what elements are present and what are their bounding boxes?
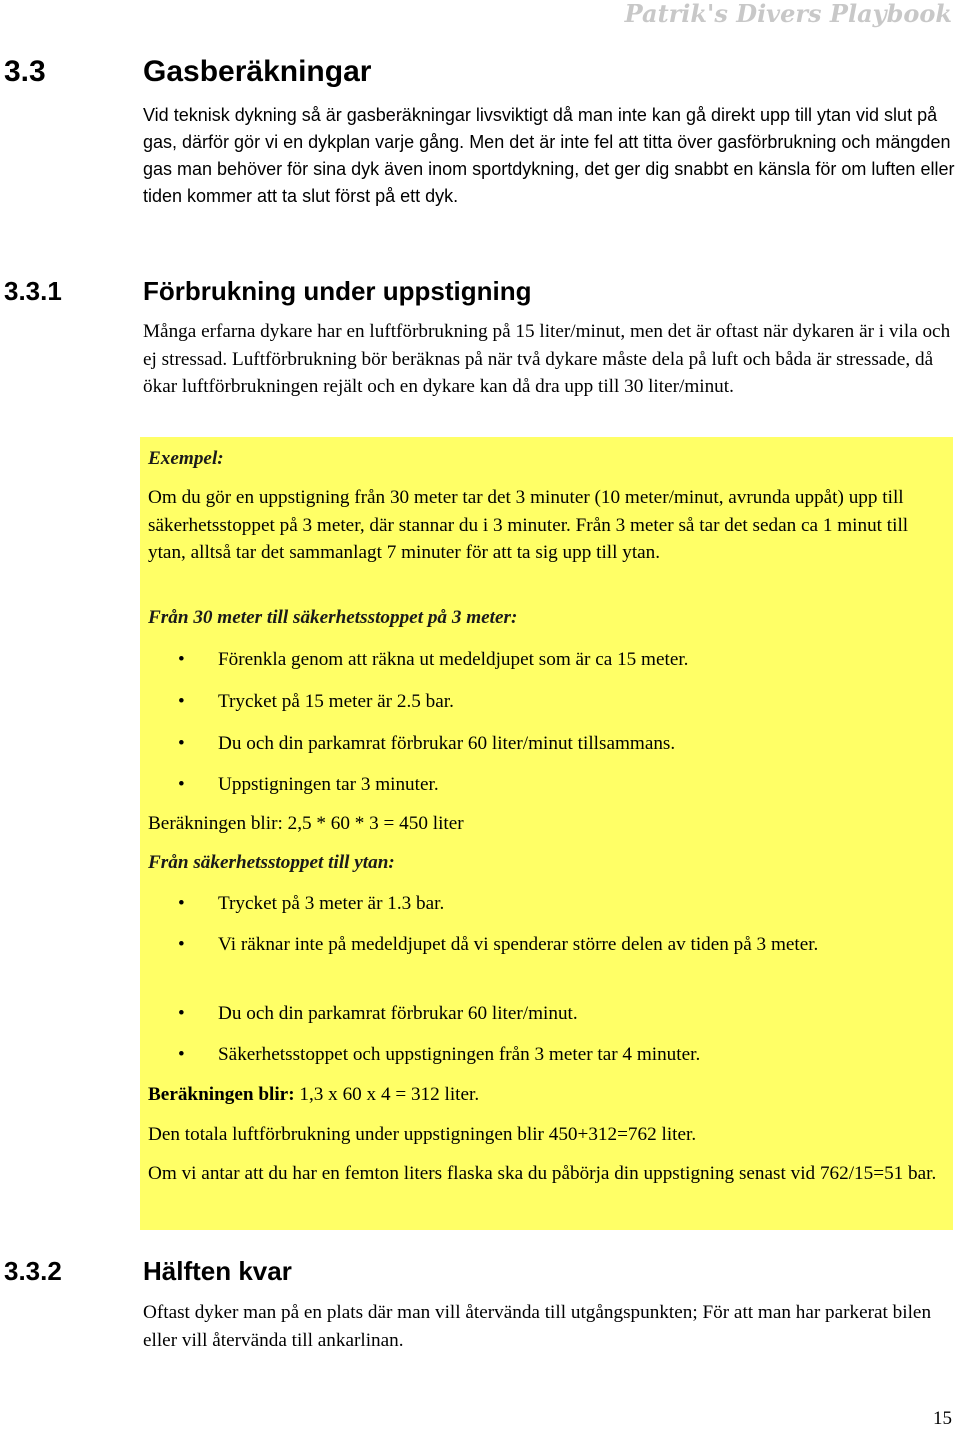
part1-heading: Från 30 meter till säkerhetsstoppet på 3 meter: (148, 607, 518, 628)
subsection-number: 3.3.2 (4, 1256, 62, 1286)
bullet-icon: • (178, 934, 185, 955)
part1-result: Beräkningen blir: 2,5 * 60 * 3 = 450 liter (148, 813, 464, 834)
bullet-icon: • (178, 1044, 185, 1065)
part2-heading: Från säkerhetsstoppet till ytan: (148, 852, 395, 873)
example-heading: Exempel: (148, 448, 224, 469)
subsection-title: Hälften kvar (143, 1256, 292, 1286)
conclusion: Om vi antar att du har en femton liters flaska ska du påbörja din uppstigning senast vid 762/15=51 bar. (148, 1163, 937, 1184)
page-number: 15 (933, 1408, 952, 1429)
bullet-icon: • (178, 733, 185, 754)
subsection-title: Förbrukning under uppstigning (143, 276, 532, 306)
bullet-icon: • (178, 691, 185, 712)
part2-result-value: 1,3 x 60 x 4 = 312 liter. (294, 1084, 480, 1105)
section-intro-paragraph: Vid teknisk dykning så är gasberäkningar livsviktigt då man inte kan gå direkt upp till ytan vid slut på gas, därför gör vi en dykplan varje gång. Men det är inte fel att titta över gasförbrukning och mängden gas man behöver för sina dyk även inom sportdykning, det ger dig snabbt en känsla för om luften eller tiden kommer att ta slut först på ett dyk. (143, 105, 955, 206)
section-number: 3.3 (4, 55, 46, 88)
subsection-paragraph: Oftast dyker man på en plats där man vill återvända till utgångspunkten; För att man har parkerat bilen eller vill återvända till ankarlinan. (143, 1302, 932, 1351)
example-intro: Om du gör en uppstigning från 30 meter tar det 3 minuter (10 meter/minut, avrunda uppåt) upp till säkerhetsstoppet på 3 meter, där stannar du i 3 minuter. Från 3 meter så tar det sedan ca 1 minut till ytan, alltså tar det sammanlagt 7 minuter för att ta sig upp till ytan. (148, 487, 909, 563)
part2-result (148, 1081, 948, 1109)
running-header: Patrik's Divers Playbook (624, 0, 952, 28)
subsection-paragraph: Många erfarna dykare har en luftförbrukning på 15 liter/minut, men det är oftast när dykaren är i vila och ej stressad. Luftförbrukning bör beräknas på när två dykare måste dela på luft och båda är stressade, då ökar luftförbrukningen rejält och en dykare kan då dra upp till 30 liter/minut. (143, 321, 951, 397)
subsection-number: 3.3.1 (4, 276, 62, 306)
bullet-icon: • (178, 649, 185, 670)
part2-result-label: Beräkningen blir: (148, 1084, 295, 1105)
bullet-icon: • (178, 893, 185, 914)
section-title: Gasberäkningar (143, 55, 372, 88)
total-consumption: Den totala luftförbrukning under uppstigningen blir 450+312=762 liter. (148, 1124, 697, 1145)
bullet-icon: • (178, 774, 185, 795)
bullet-icon: • (178, 1003, 185, 1024)
example-box: Exempel: Om du gör en uppstigning från 30 meter tar det 3 minuter (10 meter/minut, avrunda uppåt) upp till säkerhetsstoppet på 3 meter, där stannar du i 3 minuter. Från 3 meter så tar det sedan ca 1 minut till ytan, alltså tar det sammanlagt 7 minuter för att ta sig upp till ytan. Från 30 meter till säkerhetsstoppet på 3 meter: • Förenkla genom att räkna ut medeldjupet som är ca 15 meter. • Trycket på 15 meter är 2.5 bar. • Du och din parkamrat förbrukar 60 liter/minut tillsammans. • Uppstigningen tar 3 minuter. Beräkningen blir: 2,5 * 60 * 3 = 450 liter Från säkerhetsstoppet till ytan: • Trycket på 3 meter är 1.3 bar. • Vi räknar inte på medeldjupet då vi spenderar större delen av tiden på 3 meter. • Du och din parkamrat förbrukar 60 liter/minut. • Säkerhetsstoppet och uppstigningen från 3 meter tar 4 minuter. Beräkningen blir: 1,3 x 60 x 4 = 312 liter. Den totala luftförbrukning under uppstigningen blir 450+312=762 liter. Om vi antar att du har en femton liters flaska ska du påbörja din uppstigning senast vid 762/15=51 bar. (140, 437, 953, 1230)
